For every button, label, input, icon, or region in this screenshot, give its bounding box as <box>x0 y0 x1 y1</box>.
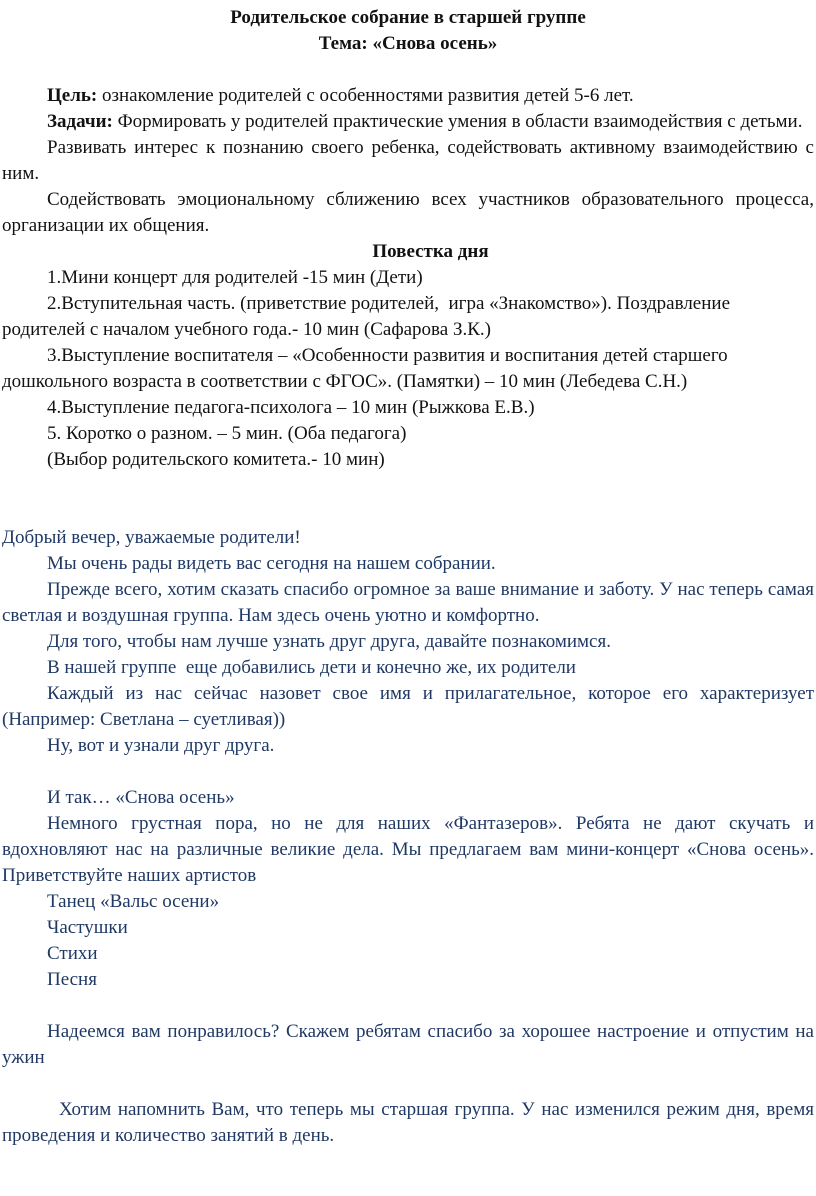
text-run: Песня <box>47 969 97 990</box>
agenda-heading <box>2 239 814 265</box>
text-run: Содействовать эмоциональному сближению всех участников образовательного процесса, организации их общения. <box>2 189 814 236</box>
program-item-chastushki <box>2 915 814 941</box>
agenda-item-3 <box>2 343 814 395</box>
blank-line <box>2 57 814 83</box>
text-run: 4.Выступление педагога-психолога – 10 мин (Рыжкова Е.В.) <box>47 397 535 418</box>
text-run: Формировать у родителей практические умения в области взаимодействия с детьми. <box>117 111 803 132</box>
hope-liked-paragraph <box>2 1019 814 1071</box>
agenda-item-5 <box>2 421 814 447</box>
text-run: Немного грустная пора, но не для наших «Фантазеров». Ребята не дают скучать и вдохновляют нас на различные великие дела. Мы предлагаем вам мини-концерт «Снова осень». Приветствуйте наших артистов <box>2 813 814 886</box>
doc-title-line-2 <box>2 31 814 57</box>
agenda-item-4 <box>2 395 814 421</box>
text-run: Мы очень рады видеть вас сегодня на нашем собрании. <box>47 553 496 574</box>
welcome-paragraph <box>2 551 814 577</box>
agenda-note <box>2 447 814 473</box>
text-run: Надеемся вам понравилось? Скажем ребятам спасибо за хорошее настроение и отпустим на ужин <box>2 1021 814 1068</box>
got-acquainted-paragraph <box>2 733 814 759</box>
task-3-paragraph <box>2 187 814 239</box>
text-run: Тема: «Снова осень» <box>318 33 498 54</box>
text-run: Танец «Вальс осени» <box>47 891 220 912</box>
text-run: Частушки <box>47 917 128 938</box>
text-run: Развивать интерес к познанию своего ребенка, содействовать активному взаимодействию с ним. <box>2 137 814 184</box>
thanks-paragraph <box>2 577 814 629</box>
text-run: (Выбор родительского комитета.- 10 мин) <box>47 449 385 470</box>
blank-line <box>2 473 814 499</box>
autumn-again-paragraph <box>2 785 814 811</box>
tasks-paragraph <box>2 109 814 135</box>
name-game-paragraph <box>2 681 814 733</box>
text-run: Каждый из нас сейчас назовет свое имя и прилагательное, которое его характеризует (Например: Светлана – суетливая)) <box>2 683 814 730</box>
text-run: Задачи: <box>47 111 118 132</box>
text-run: Для того, чтобы нам лучше узнать друг друга, давайте познакомимся. <box>47 631 611 652</box>
acquaintance-paragraph <box>2 629 814 655</box>
text-run: Хотим напомнить Вам, что теперь мы старшая группа. У нас изменился режим дня, время проведения и количество занятий в день. <box>2 1099 814 1146</box>
text-run: Ну, вот и узнали друг друга. <box>47 735 275 756</box>
agenda-item-1 <box>2 265 814 291</box>
program-item-dance <box>2 889 814 915</box>
blank-line <box>2 499 814 525</box>
goal-paragraph <box>2 83 814 109</box>
greeting-paragraph <box>2 525 814 551</box>
doc-title-line-1 <box>2 5 814 31</box>
blank-line <box>2 1071 814 1097</box>
text-run: Цель: <box>47 85 102 106</box>
blank-line <box>2 759 814 785</box>
text-run: В нашей группе еще добавились дети и конечно же, их родители <box>47 657 576 678</box>
new-children-paragraph <box>2 655 814 681</box>
text-run: 1.Мини концерт для родителей -15 мин (Дети) <box>47 267 423 288</box>
reminder-paragraph <box>2 1097 814 1149</box>
text-run: Стихи <box>47 943 98 964</box>
concert-intro-paragraph <box>2 811 814 889</box>
program-item-song <box>2 967 814 993</box>
text-run: ознакомление родителей с особенностями развития детей 5-6 лет. <box>102 85 634 106</box>
text-run: Прежде всего, хотим сказать спасибо огромное за ваше внимание и заботу. У нас теперь самая светлая и воздушная группа. Нам здесь очень уютно и комфортно. <box>2 579 814 626</box>
text-run: Добрый вечер, уважаемые родители! <box>2 527 301 548</box>
text-run: 5. Коротко о разном. – 5 мин. (Оба педагога) <box>47 423 407 444</box>
agenda-item-2 <box>2 291 814 343</box>
blank-line <box>2 993 814 1019</box>
text-run: Родительское собрание в старшей группе <box>230 7 586 28</box>
program-item-poems <box>2 941 814 967</box>
text-run: 3.Выступление воспитателя – «Особенности развития и воспитания детей старшего дошкольного возраста в соответствии с ФГОС». (Памятки) – 10 мин (Лебедева С.Н.) <box>2 345 728 392</box>
text-run: Повестка дня <box>372 241 489 262</box>
task-2-paragraph <box>2 135 814 187</box>
text-run: И так… «Снова осень» <box>47 787 235 808</box>
text-run: 2.Вступительная часть. (приветствие родителей, игра «Знакомство»). Поздравление родителей с началом учебного года.- 10 мин (Сафарова З.К.) <box>2 293 730 340</box>
